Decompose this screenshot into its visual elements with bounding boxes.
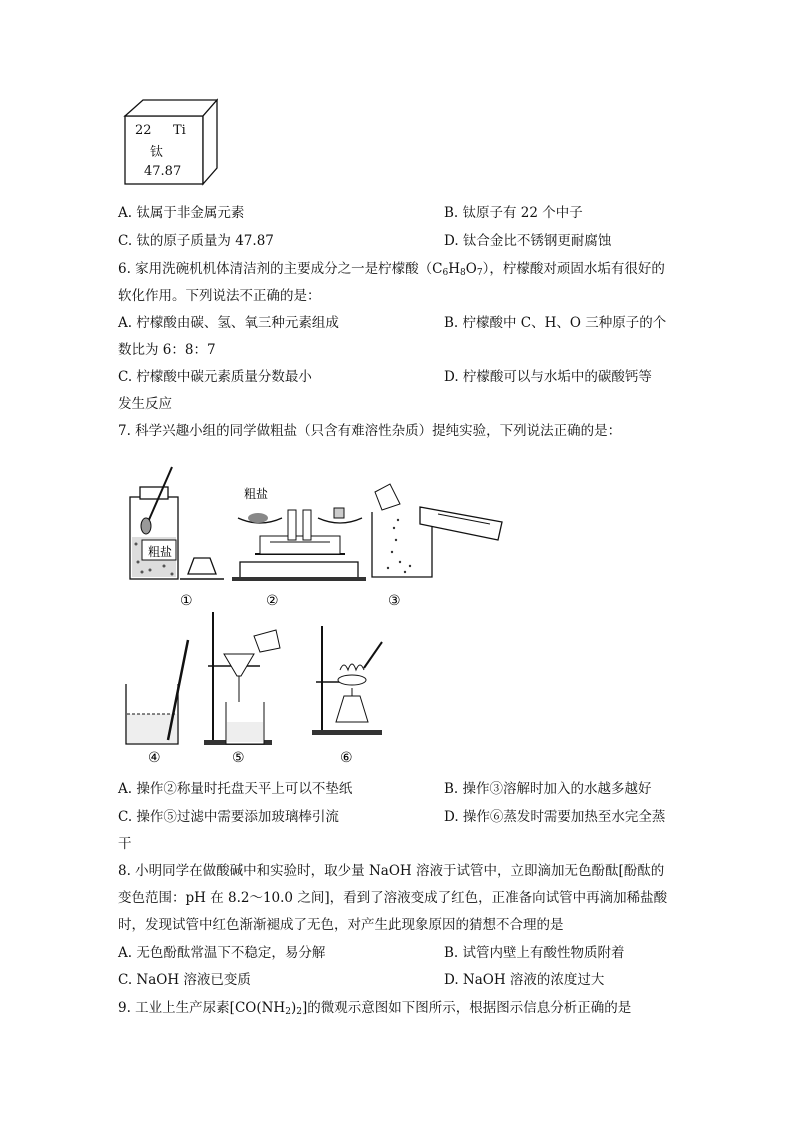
step5-label: ⑤ — [232, 750, 245, 766]
q6-stem-line2: 软化作用。下列说法不正确的是： — [118, 288, 321, 304]
q7-figure-row2 — [120, 610, 400, 770]
q8-stem-line2: 变色范围：pH 在 8.2～10.0 之间]，看到了溶液变成了红色，正准备向试管中再滴加稀盐酸 — [118, 890, 668, 906]
evaporation-illustration — [312, 626, 382, 735]
step3-label: ③ — [388, 593, 401, 609]
step4-label: ④ — [148, 750, 161, 766]
q5-option-c: C. 钛的原子质量为 47.87 — [118, 233, 274, 249]
q7-option-a: A. 操作②称量时托盘天平上可以不垫纸 — [118, 781, 353, 797]
crude-salt-balance-label: 粗盐 — [244, 487, 269, 501]
crude-salt-bottle-label: 粗盐 — [148, 545, 173, 559]
q8-option-a: A. 无色酚酞常温下不稳定，易分解 — [118, 945, 326, 961]
element-mass: 47.87 — [144, 164, 182, 179]
q8-stem-line3: 时，发现试管中红色渐渐褪成了无色，对产生此现象原因的猜想不合理的是 — [118, 917, 564, 933]
q7-option-d-cont: 干 — [118, 836, 132, 852]
pouring-water-illustration — [372, 484, 502, 577]
q8-option-d: D. NaOH 溶液的浓度过大 — [444, 972, 605, 988]
q5-option-a: A. 钛属于非金属元素 — [118, 205, 245, 221]
q5-option-d: D. 钛合金比不锈钢更耐腐蚀 — [444, 233, 612, 249]
q6-option-a: A. 柠檬酸由碳、氢、氧三种元素组成 — [118, 315, 339, 331]
q8-option-c: C. NaOH 溶液已变质 — [118, 972, 251, 988]
q8-stem-line1: 8. 小明同学在做酸碱中和实验时，取少量 NaOH 溶液于试管中，立即滴加无色酚酞[酚酞的 — [118, 863, 665, 879]
q6-option-d-cont: 发生反应 — [118, 396, 172, 412]
q6-option-d: D. 柠檬酸可以与水垢中的碳酸钙等 — [444, 369, 652, 385]
q5-option-b: B. 钛原子有 22 个中子 — [444, 205, 583, 221]
step1-label: ① — [180, 593, 193, 609]
step2-label: ② — [266, 593, 279, 609]
element-atomic-number: 22 — [135, 123, 152, 138]
salt-bottle-illustration — [130, 467, 224, 579]
q6-option-b-cont: 数比为 6：8：7 — [118, 342, 216, 358]
element-card — [118, 98, 218, 186]
q6-stem: 6. 家用洗碗机机体清洁剂的主要成分之一是柠檬酸$(C_6H_8O_7)$，柠檬酸对顽固水垢有很好的 — [118, 261, 665, 278]
q6-option-b: B. 柠檬酸中 C、H、O 三种原子的个 — [444, 315, 667, 331]
element-name: 钛 — [150, 145, 164, 160]
element-symbol: Ti — [173, 123, 186, 138]
stirring-illustration — [126, 640, 188, 744]
q7-option-d: D. 操作⑥蒸发时需要加热至水完全蒸 — [444, 809, 666, 825]
q8-option-b: B. 试管内壁上有酸性物质附着 — [444, 945, 625, 961]
q9-stem: 9. 工业上生产尿素$[CO(NH_2)_2]$的微观示意图如下图所示，根据图示信息分析正确的是 — [118, 1000, 632, 1017]
q7-stem: 7. 科学兴趣小组的同学做粗盐（只含有难溶性杂质）提纯实验，下列说法正确的是： — [118, 423, 622, 439]
step6-label: ⑥ — [340, 750, 353, 766]
balance-illustration — [232, 508, 366, 581]
filtration-illustration — [204, 612, 280, 745]
q7-figure-row1 — [120, 462, 520, 612]
q7-option-c: C. 操作⑤过滤中需要添加玻璃棒引流 — [118, 809, 339, 825]
q6-option-c: C. 柠檬酸中碳元素质量分数最小 — [118, 369, 312, 385]
q7-option-b: B. 操作③溶解时加入的水越多越好 — [444, 781, 652, 797]
